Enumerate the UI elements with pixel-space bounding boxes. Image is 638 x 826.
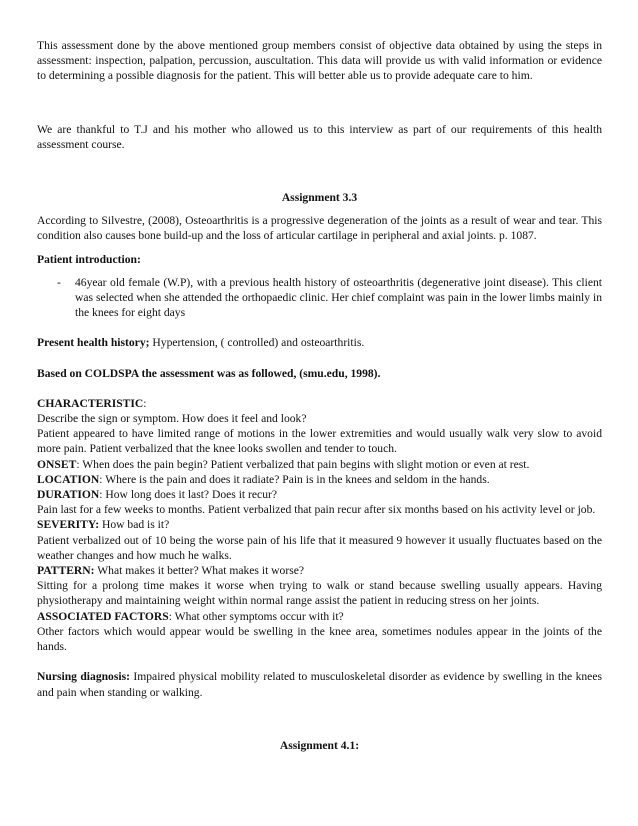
- associated-factors-line: [37, 609, 602, 624]
- nursing-diagnosis-text: Impaired physical mobility related to musculoskeletal disorder as evidence by swelling in the knees and pain when standing or walking.: [37, 670, 602, 699]
- characteristic-colon: :: [143, 396, 147, 410]
- characteristic-label: CHARACTERISTIC: [37, 396, 144, 410]
- pattern-question: What makes it better? What makes it worse?: [94, 564, 305, 578]
- nursing-diagnosis: [37, 669, 602, 699]
- characteristic-question: Describe the sign or symptom. How does it feel and look?: [37, 412, 307, 426]
- patient-introduction-item: [57, 275, 602, 321]
- pattern-answer: Sitting for a prolong time makes it worse when trying to walk or stand because swelling usually appears. Having physiotherapy and maintaining weight within normal range assist the patient in reducing stress on her joints.: [37, 579, 602, 608]
- duration-label: DURATION: [37, 488, 100, 502]
- intro-paragraph-thanks: We are thankful to T.J and his mother who allowed us to this interview as part of our requirements of this health assessment course.: [37, 122, 602, 151]
- coldspa-heading: Based on COLDSPA the assessment was as followed, (smu.edu, 1998).: [37, 366, 381, 380]
- duration-answer: Pain last for a few weeks to months. Patient verbalized that pain recur after six months based on his activity level or job.: [37, 503, 596, 517]
- characteristic-line: [37, 396, 602, 411]
- associated-factors-answer: Other factors which would appear would be swelling in the knee area, sometimes nodules appear in the joints of the hands.: [37, 624, 602, 654]
- nursing-diagnosis-label: Nursing diagnosis:: [37, 670, 130, 684]
- present-health-history-label: Present health history;: [37, 336, 150, 350]
- present-health-history-text: Hypertension, ( controlled) and osteoarthritis.: [149, 336, 365, 350]
- patient-introduction-text: 46year old female (W.P), with a previous health history of osteoarthritis (degenerative joint disease). This client was selected when she attended the orthopaedic clinic. Her chief complaint was pain in the lower limbs mainly in the knees for eight days: [75, 275, 602, 320]
- assignment-3-3-heading: Assignment 3.3: [281, 191, 358, 205]
- severity-answer: Patient verbalized out of 10 being the worse pain of his life that it measured 9 however it usually fluctuates based on the weather changes and how much he walks.: [37, 533, 602, 562]
- dash-bullet: -: [57, 275, 61, 289]
- coldspa-section: [37, 396, 602, 654]
- assignment-4-1-heading: Assignment 4.1:: [279, 738, 360, 752]
- duration-question: : How long does it last? Does it recur?: [99, 488, 277, 502]
- duration-line: [37, 487, 602, 502]
- characteristic-answer: Patient appeared to have limited range of motions in the lower extremities and would usually walk very slow to avoid more pain. Patient verbalized that the knee looks swollen and tender to touch.: [37, 427, 602, 456]
- patient-introduction-label: Patient introduction:: [37, 252, 141, 266]
- severity-question: How bad is it?: [99, 518, 170, 532]
- onset-label: ONSET: [37, 457, 77, 471]
- location-label: LOCATION: [37, 472, 100, 486]
- intro-paragraph-assessment: This assessment done by the above mentioned group members consist of objective data obtained by using the steps in assessment: inspection, palpation, percussion, auscultation. This data will provide us with valid information or evidence to determining a possible diagnosis for the patient. This will better able us to provide adequate care to him.: [37, 39, 602, 83]
- severity-label: SEVERITY:: [37, 518, 100, 532]
- onset-text: : When does the pain begin? Patient verbalized that pain begins with slight motion or even at rest.: [76, 457, 530, 471]
- severity-line: [37, 517, 602, 532]
- location-text: : Where is the pain and does it radiate? Pain is in the knees and seldom in the hands.: [99, 472, 490, 486]
- onset-line: [37, 457, 602, 472]
- pattern-label: PATTERN:: [37, 564, 95, 578]
- pattern-line: [37, 563, 602, 578]
- associated-factors-label: ASSOCIATED FACTORS: [37, 609, 169, 623]
- associated-factors-question: : What other symptoms occur with it?: [168, 609, 344, 623]
- location-line: [37, 472, 602, 487]
- osteoarthritis-definition: According to Silvestre, (2008), Osteoarthritis is a progressive degeneration of the joints as a result of wear and tear. This condition also causes bone build-up and the loss of articular cartilage in peripheral and axial joints. p. 1087.: [37, 214, 602, 243]
- present-health-history: [37, 335, 602, 350]
